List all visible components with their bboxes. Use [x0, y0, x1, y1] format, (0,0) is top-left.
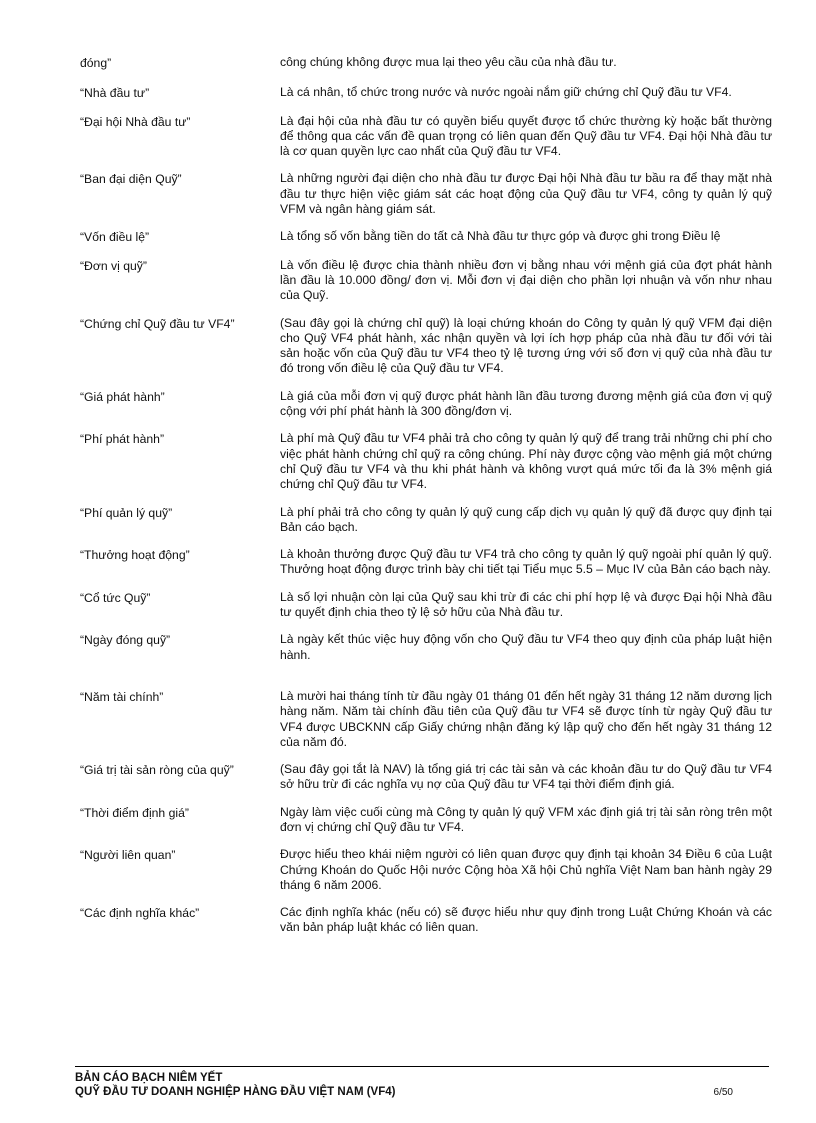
- definition-text: Được hiểu theo khái niệm người có liên quan được quy định tại khoản 34 Điều 6 của Luật Chứng Khoán do Quốc Hội nước Cộng hòa Xã hội Chủ nghĩa Việt Nam ban hành ngày 29 tháng 6 năm 2006.: [280, 847, 772, 892]
- definition-term: “Thưởng hoạt động”: [80, 548, 190, 563]
- definition-text: Là đại hội của nhà đầu tư có quyền biểu quyết được tổ chức thường kỳ hoặc bất thường để thông qua các vấn đề quan trọng có liên quan đến Quỹ đầu tư VF4. Đại hội Nhà đầu tư là cơ quan quyền lực cao nhất của Quỹ đầu tư VF4.: [280, 113, 772, 159]
- definition-text: Là những người đại diện cho nhà đầu tư được Đại hội Nhà đầu tư bầu ra để thay mặt nhà đầu tư thực hiện việc giám sát các hoạt động của Quỹ đầu tư VF4, công ty quản lý quỹ VFM và ngân hàng giám sát.: [280, 171, 772, 217]
- definition-row: [80, 55, 772, 71]
- definition-term: “Đại hội Nhà đầu tư”: [80, 114, 191, 129]
- definition-term: “Các định nghĩa khác”: [80, 906, 200, 921]
- definition-text: Là mười hai tháng tính từ đầu ngày 01 tháng 01 đến hết ngày 31 tháng 12 năm dương lịch hàng năm. Năm tài chính đầu tiên của Quỹ đầu tư VF4 sẽ được tính từ ngày Quỹ đầu tư VF4 được UBCKNN cấp Giấy chứng nhận đăng ký lập quỹ cho đến hết ngày 31 tháng 12 của năm đó.: [280, 688, 772, 749]
- definition-row: [80, 689, 772, 750]
- definition-text: Là cá nhân, tổ chức trong nước và nước ngoài nắm giữ chứng chỉ Quỹ đầu tư VF4.: [280, 85, 732, 100]
- definition-row: [80, 431, 772, 492]
- definition-text: (Sau đây gọi là chứng chỉ quỹ) là loại chứng khoán do Công ty quản lý quỹ VFM đại diện cho Quỹ VF4 phát hành, xác nhận quyền và lợi ích hợp pháp của nhà đầu tư đối với tài sản hoặc vốn của Quỹ đầu tư VF4 theo tỷ lệ tương ứng với số đơn vị quỹ của nhà đầu tư đó trong vốn điều lệ của Quỹ đầu tư VF4.: [280, 315, 772, 376]
- definition-term: “Ban đại diện Quỹ”: [80, 172, 182, 187]
- definition-term: đóng”: [80, 56, 112, 70]
- definition-text: Là khoản thưởng được Quỹ đầu tư VF4 trả cho công ty quản lý quỹ ngoài phí quản lý quỹ. Thưởng hoạt động được trình bày chi tiết tại Tiểu mục 5.5 – Mục IV của Bản cáo bạch này.: [280, 547, 772, 577]
- definition-term: “Giá phát hành”: [80, 389, 165, 404]
- definition-term: “Phí quản lý quỹ”: [80, 505, 173, 520]
- definition-term: “Chứng chỉ Quỹ đầu tư VF4”: [80, 316, 235, 331]
- definition-row: [80, 171, 772, 217]
- definition-row: [80, 114, 772, 160]
- definition-text: Là số lợi nhuận còn lại của Quỹ sau khi trừ đi các chi phí hợp lệ và được Đại hội Nhà đầu tư quyết định chia theo tỷ lệ sở hữu của Nhà đầu tư.: [280, 589, 772, 620]
- definition-term: “Năm tài chính”: [80, 689, 164, 704]
- definition-row: [80, 258, 772, 304]
- definition-text: Là ngày kết thúc việc huy động vốn cho Quỹ đầu tư VF4 theo quy định của pháp luật hiện hành.: [280, 632, 772, 662]
- definition-text: Là giá của mỗi đơn vị quỹ được phát hành lần đầu tương đương mệnh giá của đơn vị quỹ cộng với phí phát hành là 300 đồng/đơn vị.: [280, 388, 772, 419]
- definition-text: Ngày làm việc cuối cùng mà Công ty quản lý quỹ VFM xác định giá trị tài sản ròng trên một đơn vị chứng chỉ Quỹ đầu tư VF4.: [280, 804, 772, 834]
- definition-row: [80, 632, 772, 663]
- definition-text: Là vốn điều lệ được chia thành nhiều đơn vị bằng nhau với mệnh giá của đợt phát hành lần đầu là 10.000 đồng/ đơn vị. Mỗi đơn vị đại diện cho phần lợi nhuận và vốn như nhau của Quỹ.: [280, 257, 772, 303]
- definition-row: [80, 505, 772, 536]
- definition-term: “Đơn vị quỹ”: [80, 258, 147, 273]
- footer-divider: [75, 1066, 769, 1067]
- footer-document-title: BẢN CÁO BẠCH NIÊM YẾT: [75, 1072, 223, 1084]
- definition-text: Là tổng số vốn bằng tiền do tất cả Nhà đầu tư thực góp và được ghi trong Điều lệ: [280, 229, 721, 244]
- definition-text: Các định nghĩa khác (nếu có) sẽ được hiểu như quy định trong Luật Chứng Khoán và các văn bản pháp luật khác có liên quan.: [280, 905, 772, 935]
- page-number: 6/50: [713, 1087, 733, 1098]
- page-footer: [75, 1066, 769, 1099]
- definition-row: [80, 805, 772, 836]
- footer-fund-name: QUỸ ĐẦU TƯ DOANH NGHIỆP HÀNG ĐẦU VIỆT NAM (VF4): [75, 1086, 396, 1098]
- definition-row: [80, 389, 772, 420]
- definition-row: [80, 316, 772, 377]
- definition-text: Là phí phải trả cho công ty quản lý quỹ cung cấp dịch vụ quản lý quỹ đã được quy định tại Bản cáo bạch.: [280, 504, 772, 534]
- definition-term: “Phí phát hành”: [80, 432, 165, 447]
- definition-term: “Người liên quan”: [80, 848, 176, 863]
- definition-term: “Ngày đóng quỹ”: [80, 633, 171, 648]
- definition-row: [80, 590, 772, 621]
- definitions-list: [80, 55, 772, 936]
- definition-row: [80, 85, 772, 101]
- definition-row: [80, 762, 772, 793]
- definition-row: [80, 229, 772, 245]
- definition-term: “Giá trị tài sản ròng của quỹ”: [80, 763, 234, 778]
- definition-row: [80, 547, 772, 578]
- definition-text: Là phí mà Quỹ đầu tư VF4 phải trả cho công ty quản lý quỹ để trang trải những chi phí cho việc phát hành chứng chỉ quỹ ra công chúng. Phí này được cộng vào mệnh giá một chứng chỉ Quỹ đầu tư VF4 và thu khi phát hành và không vượt quá mức tối đa là 3% mệnh giá chứng chỉ Quỹ đầu tư VF4.: [280, 431, 772, 492]
- definition-term: “Nhà đầu tư”: [80, 86, 150, 101]
- definition-row: [80, 905, 772, 936]
- definition-term: “Vốn điều lệ”: [80, 230, 150, 245]
- definition-row: [80, 847, 772, 893]
- definition-text: công chúng không được mua lại theo yêu cầu của nhà đầu tư.: [280, 55, 617, 69]
- definition-term: “Thời điểm định giá”: [80, 805, 189, 820]
- definition-text: (Sau đây gọi tắt là NAV) là tổng giá trị các tài sản và các khoản đầu tư do Quỹ đầu tư VF4 sở hữu trừ đi các nghĩa vụ nợ của Quỹ đầu tư VF4 tại thời điểm định giá.: [280, 762, 772, 792]
- definition-term: “Cổ tức Quỹ”: [80, 590, 151, 605]
- footer-bottom-row: [75, 1085, 769, 1099]
